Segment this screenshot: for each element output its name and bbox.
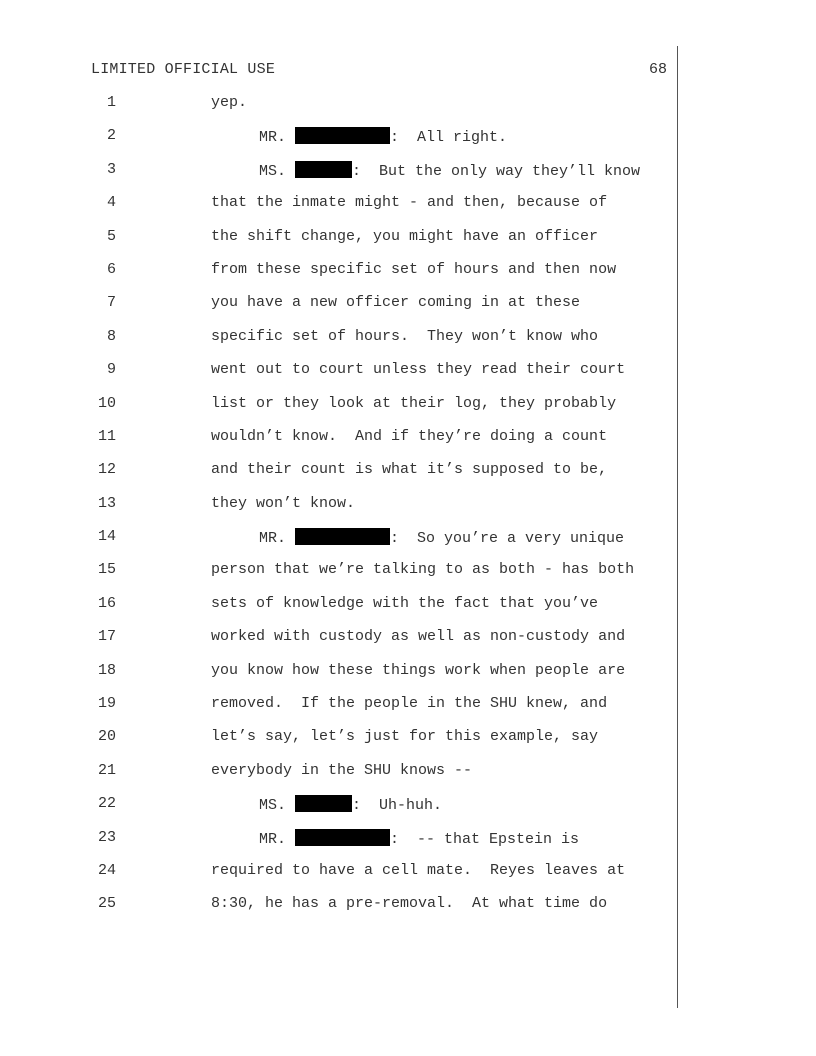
line-text: you know how these things work when people are <box>211 661 626 679</box>
line-number: 23 <box>97 828 116 846</box>
line-text: required to have a cell mate. Reyes leaves at <box>211 861 626 879</box>
line-number: 21 <box>97 761 116 779</box>
transcript-line <box>0 727 676 760</box>
transcript-line <box>0 594 676 627</box>
line-text: from these specific set of hours and then now <box>211 260 617 278</box>
redaction-block <box>295 161 352 178</box>
line-number: 20 <box>97 728 116 746</box>
speaker-prefix: MS. <box>259 162 296 180</box>
line-number: 12 <box>97 461 116 479</box>
transcript-line <box>0 794 676 827</box>
line-number: 14 <box>97 528 116 546</box>
line-number: 5 <box>106 227 116 245</box>
transcript-line <box>0 327 676 360</box>
speaker-prefix: MR. <box>259 530 296 548</box>
line-number: 15 <box>97 561 116 579</box>
line-number: 10 <box>97 394 116 412</box>
line-text: they won’t know. <box>211 494 356 512</box>
speaker-text: : So you’re a very unique <box>390 530 625 548</box>
speaker-line <box>259 127 507 146</box>
transcript-line <box>0 126 676 159</box>
speaker-line <box>259 795 442 814</box>
line-number: 17 <box>97 628 116 646</box>
line-number: 13 <box>97 494 116 512</box>
transcript-line <box>0 861 676 894</box>
line-text: went out to court unless they read their court <box>211 361 626 379</box>
redaction-block <box>295 829 390 846</box>
transcript-line <box>0 293 676 326</box>
line-number: 19 <box>97 695 116 713</box>
line-number: 16 <box>97 594 116 612</box>
line-number: 8 <box>106 327 116 345</box>
speaker-text: : -- that Epstein is <box>390 830 580 848</box>
line-text: worked with custody as well as non-custody and <box>211 628 626 646</box>
line-text: you have a new officer coming in at these <box>211 294 581 312</box>
speaker-prefix: MR. <box>259 830 296 848</box>
line-text: removed. If the people in the SHU knew, and <box>211 695 608 713</box>
transcript-line <box>0 494 676 527</box>
speaker-text: : Uh-huh. <box>352 797 443 815</box>
line-number: 1 <box>106 94 116 111</box>
line-number: 9 <box>106 361 116 379</box>
transcript-line <box>0 460 676 493</box>
transcript-line <box>0 828 676 861</box>
page-header-label: LIMITED OFFICIAL USE <box>91 61 276 78</box>
redaction-block <box>295 795 352 812</box>
transcript-line <box>0 360 676 393</box>
line-text: sets of knowledge with the fact that you’ve <box>211 594 599 612</box>
transcript-line <box>0 661 676 694</box>
line-number: 7 <box>106 294 116 312</box>
line-text: wouldn’t know. And if they’re doing a count <box>211 427 608 445</box>
transcript-line <box>0 627 676 660</box>
transcript-line <box>0 560 676 593</box>
transcript-line <box>0 394 676 427</box>
line-number: 24 <box>97 861 116 879</box>
line-number: 6 <box>106 260 116 278</box>
line-text: yep. <box>211 94 248 111</box>
line-text: person that we’re talking to as both - has both <box>211 561 635 579</box>
line-text: and their count is what it’s supposed to be, <box>211 461 608 479</box>
speaker-text: : All right. <box>390 129 508 147</box>
line-number: 3 <box>106 160 116 178</box>
line-number: 4 <box>106 194 116 212</box>
transcript-line <box>0 527 676 560</box>
transcript-line <box>0 894 676 927</box>
line-text: that the inmate might - and then, because of <box>211 194 608 212</box>
transcript-line <box>0 227 676 260</box>
line-text: let’s say, let’s just for this example, say <box>211 728 599 746</box>
line-text: the shift change, you might have an officer <box>211 227 599 245</box>
page-number: 68 <box>649 61 668 78</box>
speaker-prefix: MR. <box>259 129 296 147</box>
line-number: 2 <box>106 127 116 145</box>
speaker-line <box>259 528 624 547</box>
speaker-line <box>259 829 579 848</box>
line-text: list or they look at their log, they probably <box>211 394 617 412</box>
line-number: 22 <box>97 795 116 813</box>
transcript-line <box>0 260 676 293</box>
line-text: everybody in the SHU knows -- <box>211 761 473 779</box>
line-number: 25 <box>97 895 116 913</box>
speaker-text: : But the only way they’ll know <box>352 162 641 180</box>
line-number: 11 <box>97 427 116 445</box>
transcript-line <box>0 93 676 126</box>
transcript-body <box>0 93 676 928</box>
transcript-line <box>0 160 676 193</box>
transcript-line <box>0 694 676 727</box>
transcript-line <box>0 427 676 460</box>
margin-rule <box>677 46 678 1008</box>
speaker-prefix: MS. <box>259 797 296 815</box>
line-text: specific set of hours. They won’t know who <box>211 327 599 345</box>
redaction-block <box>295 127 390 144</box>
line-text: 8:30, he has a pre-removal. At what time do <box>211 895 608 913</box>
transcript-line <box>0 761 676 794</box>
transcript-line <box>0 193 676 226</box>
line-number: 18 <box>97 661 116 679</box>
redaction-block <box>295 528 390 545</box>
speaker-line <box>259 161 640 180</box>
